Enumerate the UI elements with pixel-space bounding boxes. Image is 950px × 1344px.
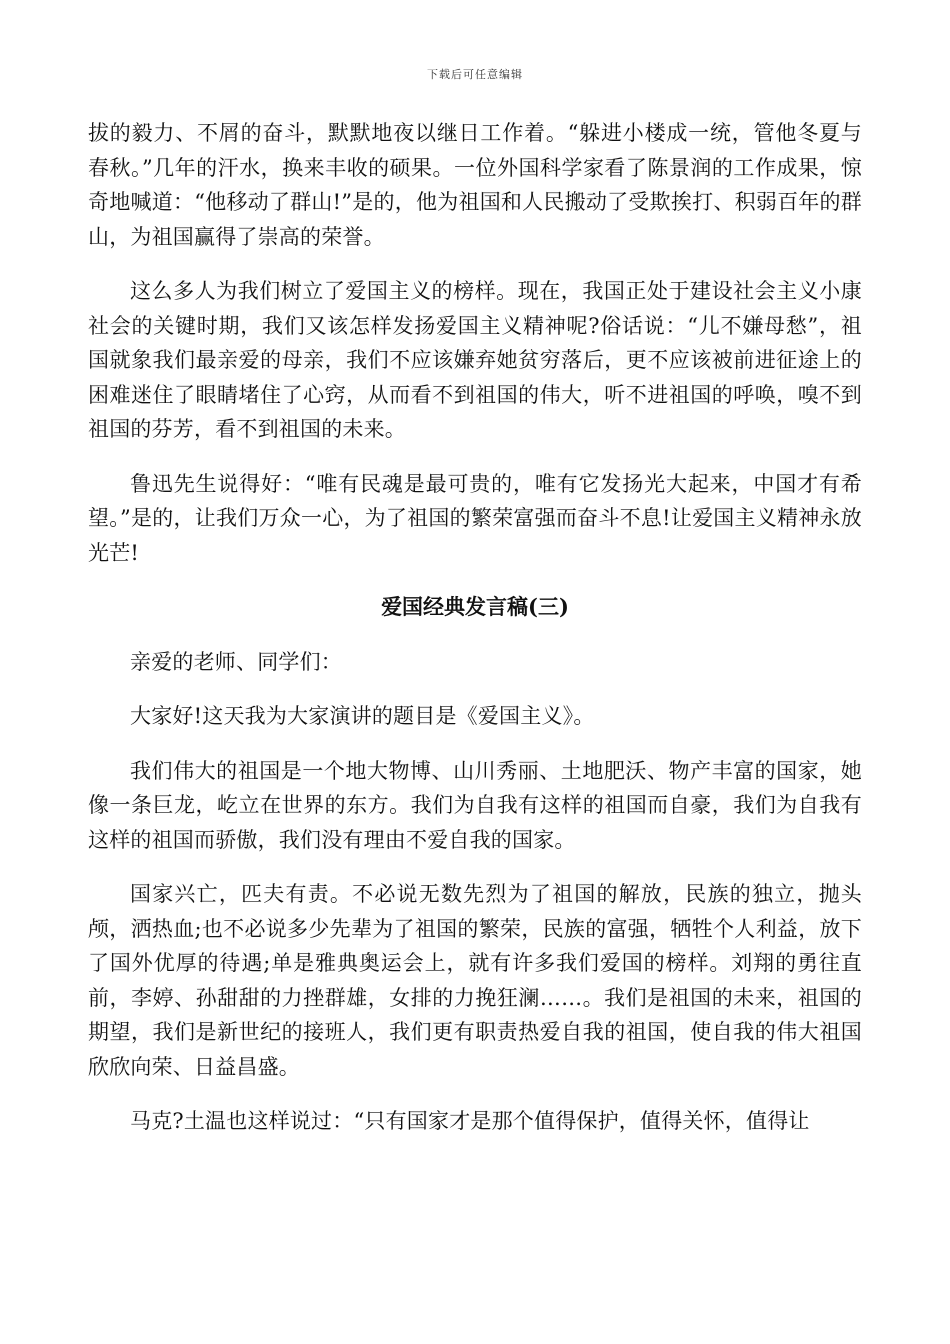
paragraph-salutation: 亲爱的老师、同学们：	[130, 649, 342, 674]
paragraph-greeting: 大家好!这天我为大家演讲的题目是《爱国主义》。	[130, 704, 595, 728]
paragraph-great-motherland: 我们伟大的祖国是一个地大物博、山川秀丽、土地肥沃、物产丰富的国家，她像一条巨龙，屹立在世界的东方。我们为自我有这样的祖国而自豪，我们为自我有这样的祖国而骄傲，我们没有理由不爱自我的国家。	[88, 758, 862, 852]
section-title: 爱国经典发言稿(三)	[381, 594, 569, 619]
paragraph-continuation: 拔的毅力、不屑的奋斗，默默地夜以继日工作着。“躲进小楼成一统，管他冬夏与春秋。”几年的汗水，换来丰收的硕果。一位外国科学家看了陈景润的工作成果，惊奇地喊道：“他移动了群山!”是的，他为祖国和人民搬动了受欺挨打、积弱百年的群山，为祖国赢得了崇高的荣誉。	[88, 121, 862, 249]
paragraph-lu-xun-quote: 鲁迅先生说得好：“唯有民魂是最可贵的，唯有它发扬光大起来，中国才有希望。”是的，让我们万众一心，为了祖国的繁荣富强而奋斗不息!让爱国主义精神永放光芒!	[88, 471, 862, 565]
paragraph-patriotism-example: 这么多人为我们树立了爱国主义的榜样。现在，我国正处于建设社会主义小康社会的关键时期，我们又该怎样发扬爱国主义精神呢?俗话说：“儿不嫌母愁”，祖国就象我们最亲爱的母亲，我们不应该嫌弃她贫穷落后，更不应该被前进征途上的困难迷住了眼睛堵住了心窍，从而看不到祖国的伟大，听不进祖国的呼唤，嗅不到祖国的芬芳，看不到祖国的未来。	[88, 279, 862, 441]
document-body	[88, 116, 862, 1139]
paragraph-national-duty: 国家兴亡，匹夫有责。不必说无数先烈为了祖国的解放，民族的独立，抛头颅，洒热血;也不必说多少先辈为了祖国的繁荣，民族的富强，牺牲个人利益，放下了国外优厚的待遇;单是雅典奥运会上，就有许多我们爱国的榜样。刘翔的勇往直前，李婷、孙甜甜的力挫群雄，女排的力挽狂澜……。我们是祖国的未来，祖国的期望，我们是新世纪的接班人，我们更有职责热爱自我的祖国，使自我的伟大祖国欣欣向荣、日益昌盛。	[88, 882, 862, 1079]
paragraph-mark-twain-quote: 马克?土温也这样说过：“只有国家才是那个值得保护，值得关怀，值得让	[130, 1109, 810, 1133]
header-note: 下载后可任意编辑	[427, 68, 523, 81]
